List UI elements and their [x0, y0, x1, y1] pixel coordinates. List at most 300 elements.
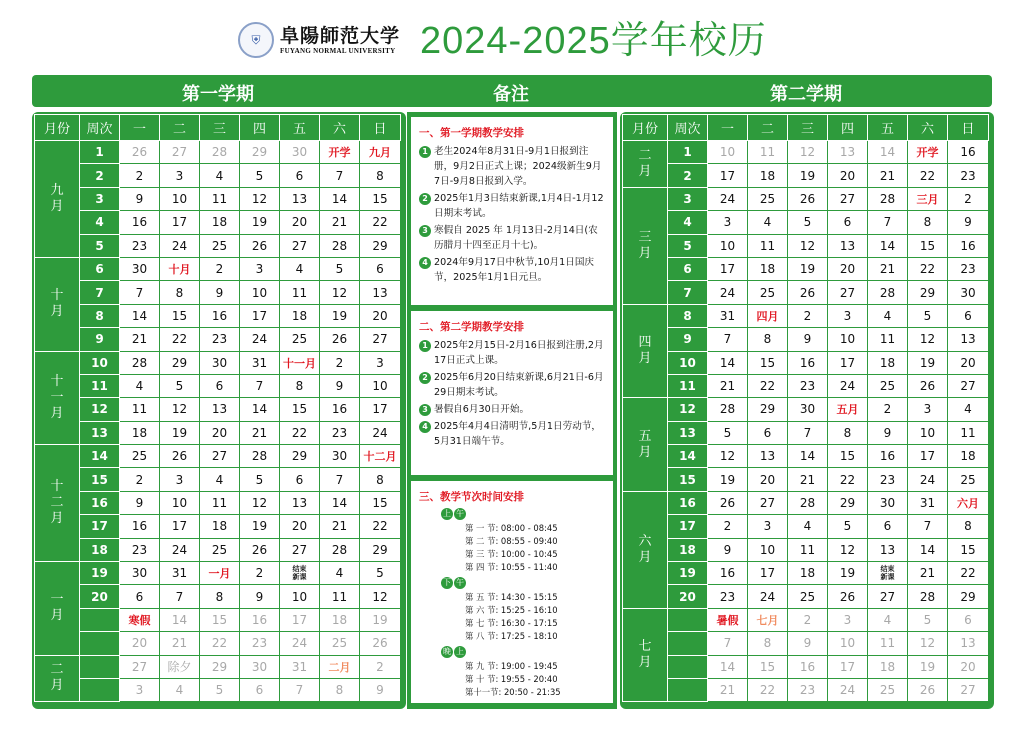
session-badge-char: 晚	[443, 647, 451, 656]
day-cell: 28	[240, 445, 280, 468]
day-cell: 18	[120, 421, 160, 444]
day-cell: 21	[868, 257, 908, 280]
week-number: 15	[668, 468, 708, 491]
week-row	[35, 515, 401, 538]
day-cell: 16	[708, 562, 748, 585]
day-cell: 5	[360, 562, 401, 585]
week-row	[623, 491, 989, 514]
day-cell: 8	[948, 515, 989, 538]
number-badge-icon: 3	[419, 225, 431, 237]
day-cell: 21	[708, 678, 748, 701]
day-cell: 4	[948, 398, 989, 421]
day-cell: 12	[908, 632, 948, 655]
day-cell: 27	[868, 585, 908, 608]
day-cell: 27	[360, 328, 401, 351]
day-cell: 五月	[828, 398, 868, 421]
day-cell: 3	[748, 515, 788, 538]
week-row	[35, 538, 401, 561]
day-cell: 18	[200, 211, 240, 234]
day-cell: 20	[948, 351, 989, 374]
day-cell: 18	[748, 257, 788, 280]
day-cell: 22	[948, 562, 989, 585]
day-cell: 30	[320, 445, 360, 468]
day-cell: 11	[788, 538, 828, 561]
day-cell: 5	[788, 211, 828, 234]
day-cell: 25	[868, 678, 908, 701]
session-badge	[441, 646, 607, 658]
day-cell: 15	[280, 398, 320, 421]
day-cell: 21	[868, 164, 908, 187]
week-row	[35, 234, 401, 257]
period-time: 第 三 节: 10:00 - 10:45	[465, 549, 558, 559]
day-cell: 12	[788, 234, 828, 257]
day-cell: 8	[828, 421, 868, 444]
month-label: 九 月	[35, 141, 80, 258]
day-cell: 10	[360, 374, 401, 397]
day-cell: 14	[320, 187, 360, 210]
day-cell: 18	[788, 562, 828, 585]
day-cell: 2	[200, 257, 240, 280]
notes-term2	[411, 311, 613, 475]
week-number: 1	[80, 141, 120, 164]
notes-schedule-title: 三、教学节次时间安排	[419, 491, 524, 503]
day-cell: 25	[200, 538, 240, 561]
period-time: 第 九 节: 19:00 - 19:45	[465, 661, 558, 671]
day-cell: 31	[240, 351, 280, 374]
day-cell: 17	[160, 211, 200, 234]
day-cell: 14	[240, 398, 280, 421]
day-cell: 18	[280, 304, 320, 327]
period-time: 第 四 节: 10:55 - 11:40	[465, 562, 558, 572]
day-cell: 4	[868, 304, 908, 327]
week-number	[668, 678, 708, 701]
week-number: 15	[80, 468, 120, 491]
day-cell: 6	[828, 211, 868, 234]
day-cell: 2	[708, 515, 748, 538]
day-cell: 13	[868, 538, 908, 561]
day-cell: 27	[948, 374, 989, 397]
day-cell: 20	[200, 421, 240, 444]
day-cell: 13	[948, 632, 989, 655]
note-text: 2025年1月3日结束新课,1月4日-1月12日期末考试。	[434, 193, 604, 219]
day-cell: 23	[708, 585, 748, 608]
day-cell: 23	[868, 468, 908, 491]
day-cell: 31	[908, 491, 948, 514]
day-cell: 6	[748, 421, 788, 444]
day-cell: 10	[828, 632, 868, 655]
day-cell: 22	[360, 515, 401, 538]
day-cell: 31	[160, 562, 200, 585]
column-header: 周次	[668, 115, 708, 141]
day-cell: 28	[868, 281, 908, 304]
day-cell: 7	[868, 211, 908, 234]
day-cell: 7	[320, 468, 360, 491]
day-cell: 25	[748, 281, 788, 304]
day-cell: 16	[948, 141, 989, 164]
week-row	[35, 421, 401, 444]
day-cell: 17	[360, 398, 401, 421]
period-time: 第 二 节: 08:55 - 09:40	[465, 536, 558, 546]
week-number: 20	[668, 585, 708, 608]
day-cell: 12	[320, 281, 360, 304]
day-cell: 10	[828, 328, 868, 351]
week-number: 12	[668, 398, 708, 421]
week-number: 10	[668, 351, 708, 374]
note-item	[419, 223, 607, 253]
day-cell: 14	[868, 141, 908, 164]
note-text: 暑假自6月30日开始。	[434, 404, 530, 415]
day-cell: 5	[708, 421, 748, 444]
day-cell: 31	[708, 304, 748, 327]
day-cell: 12	[908, 328, 948, 351]
day-cell: 9	[788, 328, 828, 351]
day-cell: 20	[948, 655, 989, 678]
day-cell: 23	[788, 374, 828, 397]
week-row	[623, 585, 989, 608]
month-label: 三 月	[623, 187, 668, 304]
day-cell: 17	[908, 445, 948, 468]
day-cell: 10	[748, 538, 788, 561]
column-header: 四	[828, 115, 868, 141]
week-number: 3	[668, 187, 708, 210]
day-cell: 14	[868, 234, 908, 257]
day-cell: 2	[948, 187, 989, 210]
week-number: 11	[80, 374, 120, 397]
week-row	[623, 655, 989, 678]
note-item	[419, 370, 607, 400]
day-cell: 15	[360, 491, 401, 514]
day-cell: 7	[908, 515, 948, 538]
day-cell: 6	[948, 304, 989, 327]
day-cell: 18	[948, 445, 989, 468]
day-cell: 30	[868, 491, 908, 514]
day-cell: 11	[200, 491, 240, 514]
day-cell: 28	[908, 585, 948, 608]
day-cell: 8	[320, 678, 360, 701]
day-cell: 7	[280, 678, 320, 701]
day-cell: 19	[708, 468, 748, 491]
day-cell: 23	[320, 421, 360, 444]
day-cell: 3	[120, 678, 160, 701]
week-row	[35, 585, 401, 608]
day-cell: 2	[240, 562, 280, 585]
week-number: 18	[668, 538, 708, 561]
day-cell: 28	[868, 187, 908, 210]
day-cell: 16	[120, 515, 160, 538]
month-label: 二 月	[623, 141, 668, 188]
day-cell: 23	[120, 234, 160, 257]
day-cell: 22	[280, 421, 320, 444]
day-cell: 19	[828, 562, 868, 585]
day-cell: 6	[120, 585, 160, 608]
section-header-bar	[32, 75, 992, 107]
column-header: 三	[200, 115, 240, 141]
day-cell: 10	[240, 281, 280, 304]
day-cell: 27	[280, 234, 320, 257]
week-row	[623, 468, 989, 491]
week-number: 6	[668, 257, 708, 280]
column-header: 日	[948, 115, 989, 141]
session-badge	[441, 508, 607, 520]
day-cell: 开学	[908, 141, 948, 164]
day-cell: 23	[200, 328, 240, 351]
day-cell: 24	[908, 468, 948, 491]
column-header: 五	[280, 115, 320, 141]
week-row	[623, 234, 989, 257]
week-number: 13	[80, 421, 120, 444]
week-row	[35, 374, 401, 397]
day-cell: 13	[828, 141, 868, 164]
week-row	[35, 164, 401, 187]
column-header: 二	[160, 115, 200, 141]
day-cell: 28	[200, 141, 240, 164]
day-cell: 10	[908, 421, 948, 444]
week-number: 4	[668, 211, 708, 234]
week-number: 10	[80, 351, 120, 374]
day-cell: 20	[748, 468, 788, 491]
month-label: 七 月	[623, 608, 668, 702]
day-cell: 8	[908, 211, 948, 234]
day-cell: 22	[200, 632, 240, 655]
day-cell: 8	[280, 374, 320, 397]
day-cell: 25	[120, 445, 160, 468]
day-cell: 22	[748, 374, 788, 397]
day-cell: 15	[200, 608, 240, 631]
day-cell: 除夕	[160, 655, 200, 678]
week-row	[35, 398, 401, 421]
day-cell: 8	[360, 468, 401, 491]
logo-chinese-name: 阜陽師范大学	[280, 25, 401, 47]
week-number: 3	[80, 187, 120, 210]
week-number	[668, 608, 708, 631]
note-item	[419, 338, 607, 368]
day-cell: 8	[360, 164, 401, 187]
week-row	[35, 491, 401, 514]
day-cell: 3	[708, 211, 748, 234]
week-number: 1	[668, 141, 708, 164]
day-cell: 5	[828, 515, 868, 538]
day-cell: 11	[200, 187, 240, 210]
week-number: 16	[668, 491, 708, 514]
day-cell: 5	[320, 257, 360, 280]
day-cell: 29	[908, 281, 948, 304]
day-cell: 11	[748, 234, 788, 257]
day-cell: 29	[280, 445, 320, 468]
note-item	[419, 191, 607, 221]
day-cell: 11	[868, 328, 908, 351]
day-cell: 5	[908, 608, 948, 631]
week-number: 6	[80, 257, 120, 280]
week-row	[35, 445, 401, 468]
week-row	[35, 351, 401, 374]
day-cell: 4	[200, 468, 240, 491]
day-cell: 10	[160, 187, 200, 210]
day-cell: 16	[320, 398, 360, 421]
day-cell: 11	[280, 281, 320, 304]
day-cell: 13	[280, 187, 320, 210]
notes-term1	[411, 117, 613, 305]
day-cell: 19	[788, 257, 828, 280]
week-row	[35, 678, 401, 701]
notes-heading: 备注	[493, 84, 529, 105]
column-header: 四	[240, 115, 280, 141]
day-cell: 22	[360, 211, 401, 234]
number-badge-icon: 4	[419, 257, 431, 269]
week-number: 19	[80, 562, 120, 585]
week-row	[623, 515, 989, 538]
week-number	[80, 608, 120, 631]
day-cell: 29	[240, 141, 280, 164]
note-text: 2025年2月15日-2月16日报到注册,2月17日正式上课。	[434, 340, 604, 366]
month-label: 十 二 月	[35, 445, 80, 562]
day-cell: 28	[120, 351, 160, 374]
day-cell: 29	[360, 234, 401, 257]
week-row	[35, 257, 401, 280]
day-cell: 5	[200, 678, 240, 701]
day-cell: 19	[160, 421, 200, 444]
week-number: 7	[668, 281, 708, 304]
day-cell: 20	[360, 304, 401, 327]
day-cell: 26	[240, 234, 280, 257]
day-cell: 四月	[748, 304, 788, 327]
day-cell: 24	[708, 281, 748, 304]
day-cell: 3	[360, 351, 401, 374]
day-cell: 27	[280, 538, 320, 561]
day-cell: 18	[868, 655, 908, 678]
week-number: 20	[80, 585, 120, 608]
day-cell: 十二月	[360, 445, 401, 468]
day-cell: 27	[828, 281, 868, 304]
week-number: 9	[668, 328, 708, 351]
week-number	[80, 655, 120, 678]
day-cell: 17	[708, 164, 748, 187]
day-cell: 16	[948, 234, 989, 257]
day-cell: 26	[120, 141, 160, 164]
day-cell: 19	[240, 515, 280, 538]
day-cell: 九月	[360, 141, 401, 164]
day-cell: 12	[708, 445, 748, 468]
day-cell: 21	[788, 468, 828, 491]
note-text: 寒假自 2025 年 1月13日-2月14日(农历腊月十四至正月十七)。	[434, 225, 598, 251]
day-cell: 6	[200, 374, 240, 397]
day-cell: 26	[908, 374, 948, 397]
week-number: 9	[80, 328, 120, 351]
week-number: 8	[80, 304, 120, 327]
day-cell: 14	[320, 491, 360, 514]
day-cell: 7	[320, 164, 360, 187]
day-cell: 22	[828, 468, 868, 491]
week-row	[623, 211, 989, 234]
week-number: 16	[80, 491, 120, 514]
week-row	[623, 141, 989, 164]
day-cell: 30	[200, 351, 240, 374]
week-row	[35, 632, 401, 655]
day-cell: 12	[788, 141, 828, 164]
day-cell: 30	[120, 562, 160, 585]
week-row	[623, 445, 989, 468]
day-cell: 4	[320, 562, 360, 585]
day-cell: 9	[868, 421, 908, 444]
day-cell: 4	[120, 374, 160, 397]
day-cell: 12	[828, 538, 868, 561]
day-cell: 20	[120, 632, 160, 655]
day-cell: 25	[200, 234, 240, 257]
day-cell: 9	[120, 187, 160, 210]
day-cell: 19	[908, 655, 948, 678]
column-header: 六	[320, 115, 360, 141]
day-cell: 11	[120, 398, 160, 421]
notes-panel	[407, 112, 617, 709]
day-cell: 10	[708, 141, 748, 164]
day-cell: 13	[200, 398, 240, 421]
period-time: 第 八 节: 17:25 - 18:10	[465, 631, 558, 641]
day-cell: 2	[360, 655, 401, 678]
week-number: 17	[668, 515, 708, 538]
day-cell: 4	[200, 164, 240, 187]
day-cell: 30	[280, 141, 320, 164]
day-cell: 24	[280, 632, 320, 655]
day-cell: 6	[280, 164, 320, 187]
week-row	[35, 187, 401, 210]
column-header: 周次	[80, 115, 120, 141]
university-logo	[238, 22, 400, 58]
period-time: 第十一节: 20:50 - 21:35	[465, 687, 561, 697]
day-cell: 24	[240, 328, 280, 351]
day-cell: 结束 新课	[868, 562, 908, 585]
day-cell: 16	[240, 608, 280, 631]
month-label: 五 月	[623, 398, 668, 492]
day-cell: 21	[708, 374, 748, 397]
day-cell: 七月	[748, 608, 788, 631]
day-cell: 29	[200, 655, 240, 678]
day-cell: 19	[240, 211, 280, 234]
day-cell: 8	[200, 585, 240, 608]
day-cell: 4	[160, 678, 200, 701]
notes-term1-title: 一、第一学期教学安排	[419, 127, 524, 139]
week-number: 19	[668, 562, 708, 585]
week-number: 14	[668, 445, 708, 468]
day-cell: 9	[120, 491, 160, 514]
day-cell: 26	[788, 187, 828, 210]
day-cell: 六月	[948, 491, 989, 514]
notes-term2-title: 二、第二学期教学安排	[419, 321, 524, 333]
session-badge-char: 午	[456, 578, 464, 587]
day-cell: 29	[948, 585, 989, 608]
day-cell: 25	[788, 585, 828, 608]
day-cell: 12	[360, 585, 401, 608]
term2-calendar	[620, 112, 994, 709]
month-label: 十 一 月	[35, 351, 80, 445]
day-cell: 9	[240, 585, 280, 608]
day-cell: 26	[788, 281, 828, 304]
day-cell: 开学	[320, 141, 360, 164]
day-cell: 6	[280, 468, 320, 491]
day-cell: 23	[240, 632, 280, 655]
column-header: 月份	[623, 115, 668, 141]
day-cell: 8	[748, 328, 788, 351]
day-cell: 6	[868, 515, 908, 538]
logo-english-name: FUYANG NORMAL UNIVERSITY	[280, 47, 396, 55]
day-cell: 4	[280, 257, 320, 280]
day-cell: 16	[200, 304, 240, 327]
day-cell: 18	[200, 515, 240, 538]
day-cell: 6	[360, 257, 401, 280]
week-row	[623, 164, 989, 187]
day-cell: 30	[120, 257, 160, 280]
day-cell: 26	[828, 585, 868, 608]
day-cell: 24	[160, 234, 200, 257]
week-row	[623, 281, 989, 304]
